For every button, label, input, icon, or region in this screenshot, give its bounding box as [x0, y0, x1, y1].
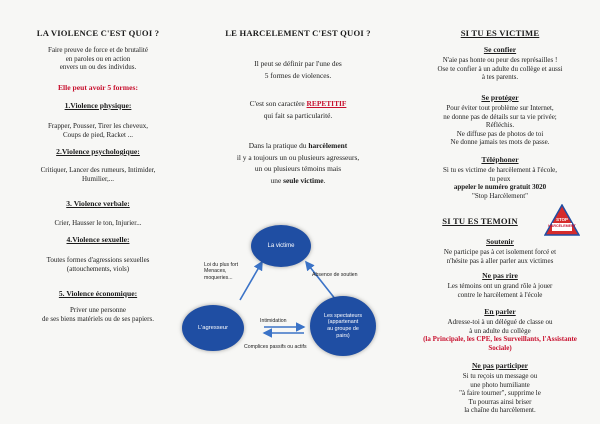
form-3-title: 3. Violence verbale: [66, 199, 130, 208]
form-5-text: Priver une personne de ses biens matériels ou de ses papiers. [42, 306, 154, 323]
no-participate-text: Si tu reçois un message ou une photo humiliante "à faire tourner", supprime le Tu pourras ainsi briser la chaîne du harcèlement. [459, 372, 541, 415]
no-participate-title: Ne pas participer [471, 361, 529, 370]
victim-title: SI TU ES VICTIME [460, 28, 540, 38]
right-edge-label: Absence de soutien [312, 272, 358, 278]
bottom-edge-label: Complices passifs ou actifs [244, 344, 307, 350]
five-forms-label: Elle peut avoir 5 formes: [57, 83, 138, 92]
form-4-text: Toutes formes d'agressions sexuelles (attouchements, viols) [46, 256, 150, 273]
form-2-title: 2.Violence psychologique: [56, 147, 140, 156]
spectators-node: Les spectateurs (appartenant au groupe de pairs) [310, 296, 376, 356]
stop-harcelement-logo: STOP HARCÈLEMENT [544, 204, 580, 236]
violence-title: LA VIOLENCE C'EST QUOI ? [36, 28, 160, 38]
arrow-spectators-victim [306, 262, 336, 300]
phone-text: Si tu es victime de harcèlement à l'école, tu peux appeler le numéro gratuit 3020 "Stop Harcèlement" [443, 166, 557, 200]
form-2-text: Critiquer, Lancer des rumeurs, Intimider, Humilier,... [40, 166, 156, 183]
practice-text: Dans la pratique du harcèlement il y a toujours un ou plusieurs agresseurs, un ou plusieurs témoins mais une seule victime. [236, 141, 360, 185]
harassment-column [196, 0, 400, 424]
center-edge-label: Intimidation [260, 318, 287, 324]
repetitive-keyword: REPETITIF [306, 99, 347, 108]
repetitive-text: C'est son caractère REPETITIF qui fait sa particularité. [249, 99, 347, 120]
form-3-text: Crier, Hausser le ton, Injurier... [54, 219, 142, 227]
harassment-definition: Il peut se définir par l'une des 5 formes de violences. [254, 59, 342, 80]
violence-column [0, 0, 196, 424]
no-laugh-text: Les témoins ont un grand rôle à jouer contre le harcèlement à l'école [447, 282, 553, 299]
phone-title: Téléphoner [481, 155, 519, 164]
form-1-title: 1.Violence physique: [64, 101, 132, 110]
protect-text: Pour éviter tout problème sur Internet, ne donne pas de détails sur ta vie privée; Réfléchis. Ne diffuse pas de photos de toi Ne donne jamais tes mots de passe. [443, 104, 557, 147]
protect-title: Se protéger [481, 93, 519, 102]
no-laugh-title: Ne pas rire [482, 271, 518, 280]
form-1-text: Frapper, Pousser, Tirer les cheveux, Coups de pied, Racket ... [48, 122, 148, 139]
support-title: Soutenir [486, 237, 514, 246]
left-edge-label: Loi du plus fort Menaces, moqueries... [204, 262, 239, 281]
victim-witness-column [400, 0, 600, 424]
talk-title: En parler [484, 307, 516, 316]
form-4-title: 4.Violence sexuelle: [66, 235, 130, 244]
diagram-arrows [196, 0, 400, 424]
violence-intro: Faire preuve de force et de brutalité en paroles ou en action envers un ou des individus. [48, 46, 148, 72]
support-text: Ne participe pas à cet isolement forcé et n'hésite pas à aller parler aux victimes [443, 248, 557, 265]
harassment-triangle-diagram [196, 0, 400, 424]
arrow-aggressor-victim [240, 262, 262, 300]
witness-title: SI TU ES TEMOIN [442, 216, 518, 226]
harassment-title: LE HARCELEMENT C'EST QUOI ? [225, 28, 371, 38]
form-5-title: 5. Violence économique: [58, 289, 138, 298]
victim-node: La victime [251, 225, 311, 267]
talk-text: Adresse-toi à un délégué de classe ou à un adulte du collège (la Principale, les CPE, les Surveillants, l'Assistante Sociale) [423, 318, 577, 352]
confide-title: Se confier [483, 45, 517, 54]
aggressor-node: L'agresseur [182, 305, 244, 351]
confide-text: N'aie pas honte ou peur des représailles ! Ose te confier à un adulte du collège et aussi à tes parents. [437, 56, 563, 82]
